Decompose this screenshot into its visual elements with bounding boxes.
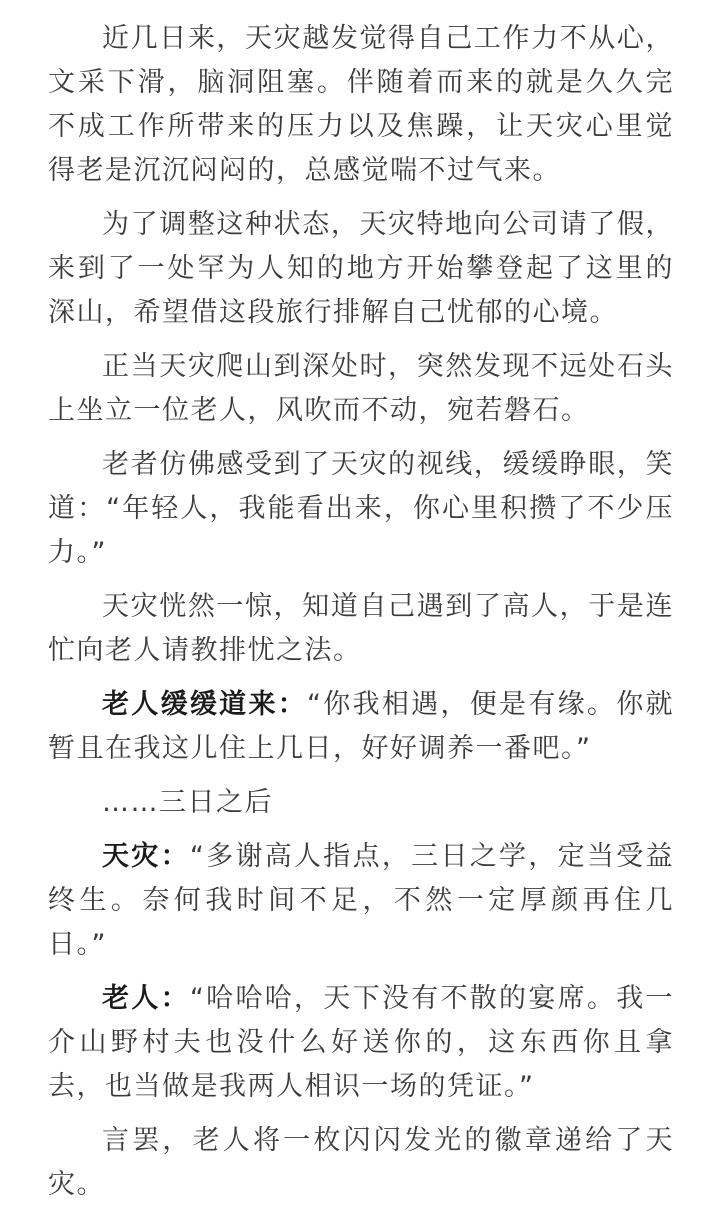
paragraph-9 [48, 977, 674, 1109]
paragraph-8-text: “多谢高人指点，三日之学，定当受益终生。奈何我时间不足，不然一定厚颜再住几日。” [48, 841, 674, 960]
paragraph-3-text: 正当天灾爬山到深处时，突然发现不远处石头上坐立一位老人，风吹而不动，宛若磐石。 [48, 351, 674, 426]
paragraph-8 [48, 835, 674, 967]
paragraph-2-text: 为了调整这种状态，天灾特地向公司请了假，来到了一处罕为人知的地方开始攀登起了这里的深山，希望借这段旅行排解自己忧郁的心境。 [48, 209, 674, 328]
paragraph-1-text: 近几日来，天灾越发觉得自己工作力不从心，文采下滑，脑洞阻塞。伴随着而来的就是久久完不成工作所带来的压力以及焦躁，让天灾心里觉得老是沉沉闷闷的，总感觉喘不过气来。 [48, 23, 674, 186]
paragraph-4-text: 老者仿佛感受到了天灾的视线，缓缓睁眼，笑道：“年轻人，我能看出来，你心里积攒了不少压力。” [48, 449, 674, 568]
paragraph-3 [48, 345, 674, 433]
paragraph-10-text: 言罢，老人将一枚闪闪发光的徽章递给了天灾。 [48, 1125, 674, 1200]
speaker-label: 老人缓缓道来： [102, 689, 308, 720]
speaker-label: 老人： [102, 983, 190, 1014]
paragraph-9-text: “哈哈哈，天下没有不散的宴席。我一介山野村夫也没什么好送你的，这东西你且拿去，也当做是我两人相识一场的凭证。” [48, 983, 674, 1102]
paragraph-6 [48, 683, 674, 771]
paragraph-7 [48, 781, 674, 825]
paragraph-6-text: “你我相遇，便是有缘。你就暂且在我这儿住上几日，好好调养一番吧。” [48, 689, 674, 764]
paragraph-4 [48, 443, 674, 575]
article-body [48, 17, 674, 1217]
paragraph-1 [48, 17, 674, 193]
paragraph-2 [48, 203, 674, 335]
paragraph-7-text: ……三日之后 [102, 787, 273, 818]
speaker-label: 天灾： [102, 841, 190, 872]
paragraph-10 [48, 1119, 674, 1207]
paragraph-5-text: 天灾恍然一惊，知道自己遇到了高人，于是连忙向老人请教排忧之法。 [48, 591, 674, 666]
paragraph-5 [48, 585, 674, 673]
